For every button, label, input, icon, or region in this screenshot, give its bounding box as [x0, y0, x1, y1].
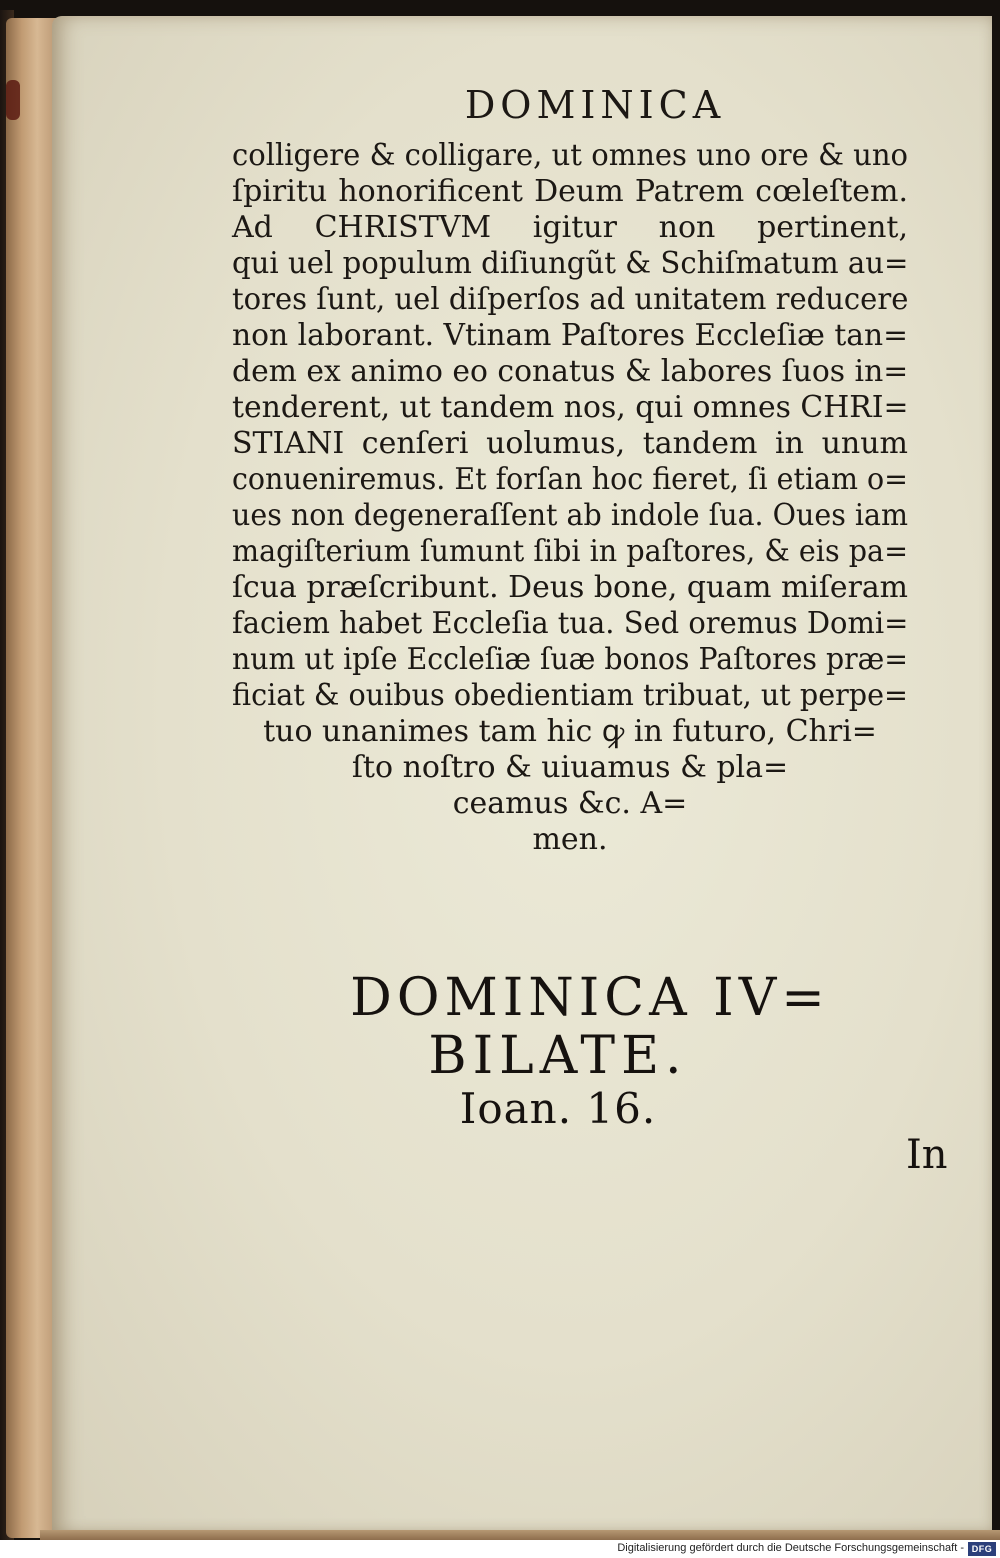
body-line-centered: ceamus &c. A= [452, 786, 688, 821]
body-line: Ad CHRISTVM igitur non pertinent, [232, 210, 908, 245]
body-line: faciem habet Eccleſia tua. Sed oremus Domi= [232, 606, 909, 641]
body-line: tenderent, ut tandem nos, qui omnes CHRI= [232, 390, 909, 425]
body-line: colligere & colligare, ut omnes uno ore & uno [232, 138, 908, 173]
funding-credit: Digitalisierung gefördert durch die Deutsche Forschungsgemeinschaft - [617, 1542, 964, 1554]
body-line: qui uel populum diſiungũt & Schiſmatum au= [232, 246, 909, 281]
spine-stain [6, 80, 20, 120]
body-line: tores ſunt, uel diſperſos ad unitatem reducere [232, 282, 909, 317]
body-line: num ut ipſe Eccleſiæ ſuæ bonos Paſtores præ= [232, 642, 908, 677]
body-line: non laborant. Vtinam Paſtores Eccleſiæ tan= [232, 318, 908, 353]
scripture-reference: Ioan. 16. [459, 1084, 657, 1133]
dfg-logo-icon: DFG [968, 1542, 996, 1556]
page-bottom-edge [40, 1530, 1000, 1540]
body-line: ſcua præſcribunt. Deus bone, quam miſeram [232, 570, 908, 605]
body-line: ſpiritu honorificent Deum Patrem cœleſtem. [232, 174, 908, 209]
body-line: dem ex animo eo conatus & labores ſuos in= [232, 354, 909, 389]
digitization-footer [0, 1540, 1000, 1558]
body-line: magiſterium ſumunt ſibi in paſtores, & eis pa= [232, 534, 908, 569]
body-line: ficiat & ouibus obedientiam tribuat, ut perpe= [232, 678, 908, 713]
body-line-centered: men. [532, 822, 608, 857]
body-line-centered: ſto noſtro & uiuamus & pla= [351, 750, 789, 785]
body-line-centered: tuo unanimes tam hic ꝙ in futuro, Chri= [263, 714, 877, 749]
section-heading-line1: DOMINICA IV= [350, 968, 830, 1028]
body-line: ues non degeneraſſent ab indole ſua. Oues iam [232, 498, 908, 533]
catchword: In [906, 1132, 948, 1178]
book-spine [6, 18, 58, 1538]
body-line: conueniremus. Et forſan hoc fieret, ſi etiam o= [232, 462, 908, 497]
text-block [232, 66, 908, 858]
body-line: STIANI cenſeri uolumus, tandem in unum [232, 426, 908, 461]
running-head: DOMINICA [464, 83, 726, 127]
section-heading-line2: BILATE. [428, 1026, 688, 1086]
